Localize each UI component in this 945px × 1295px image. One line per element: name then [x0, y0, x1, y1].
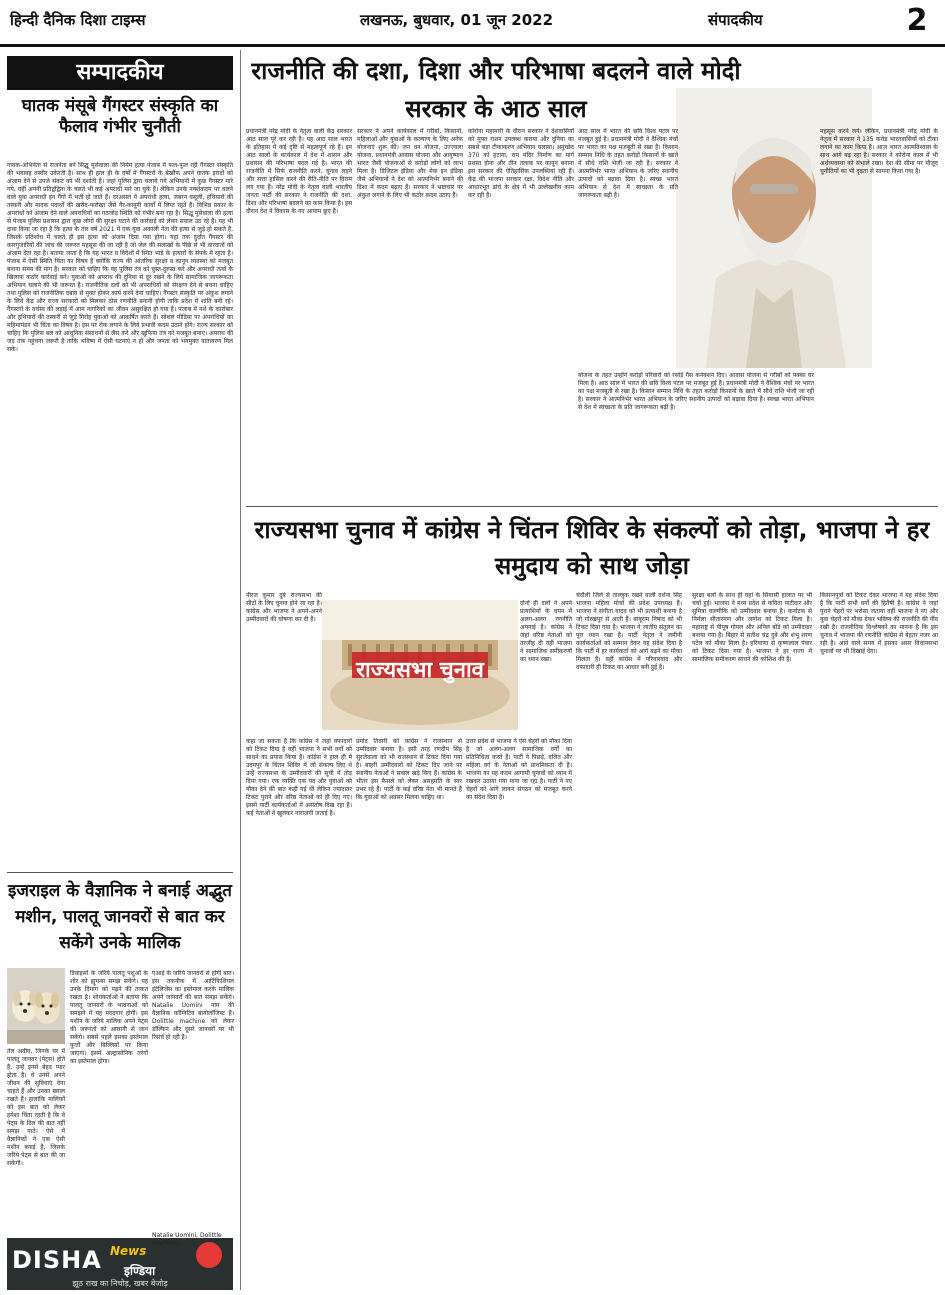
main-col-4: आठ साल में भारत की छवि विश्व पटल पर मजबूत हुई है। प्रधानमंत्री मोदी ने वैश्विक मंचों पर भारत का पक्ष मजबूती से रखा है। किसान सम्मान निधि के तहत करोड़ों किसानों के खाते में सीधे राशि भेजी जा रही है। सरकार ने आत्मनिर्भर भारत अभियान के जरिए स्थानीय उत्पादों को बढ़ावा दिया है। स्वच्छ भारत अभियान से देश में स्वच्छता के प्रति जागरूकता बढ़ी है।	[578, 128, 678, 199]
main-col-1: प्रधानमंत्री नरेंद्र मोदी के नेतृत्व वाली केंद्र सरकार आठ साल पूरे कर रही है। यह आठ साल भारत के इतिहास में कई दृष्टि से महत्वपूर्ण रहे हैं। इन आठ सालों के कार्यकाल में देश में शासन और प्रशासन की परिभाषा बदल गई है। भारत की राजनीति में सिर्फ राजनीति करने, चुनाव लड़ने और सत्ता हासिल करने की रीति-नीति पर विराम लग गया है। नरेंद्र मोदी के नेतृत्व वाली भारतीय जनता पार्टी की सरकार ने राजनीति की दशा, दिशा और परिभाषा बदलने का काम किया है। इस दौरान देश ने विकास के नए आयाम छुए हैं।	[246, 128, 352, 215]
israel-inline-terms: Natalie Uomini, Dolittle machine	[152, 1232, 222, 1247]
israel-col-3: एआई के जरिये जानवरों से होगी बात। इस तकनीक में आर्टिफिशियल इंटेलिजेंस का इस्तेमाल करके मालिक अपने जानवरों की बात समझ सकेंगे। Natalie Uomini नाम की वैज्ञानिक कॉग्निटिव बायोलॉजिस्ट हैं। Dolittle machine को लेकर डॉल्फिन और दूसरे जानवरों पर भी रिसर्च हो रही है।	[152, 970, 234, 1041]
term-1: Natalie Uomini	[152, 1232, 197, 1239]
rajyasabha-image-label: राज्यसभा चुनाव	[356, 658, 484, 683]
rs-col-b2: दोनों ही दलों ने अपने प्रत्याशियों के चयन में अलग-अलग रणनीति अपनाई है। कांग्रेस ने जहां वरिष्ठ नेताओं को तरजीह दी वहीं भाजपा ने सामाजिक समीकरणों का ध्यान रखा।	[520, 600, 572, 663]
ad-sub: इण्डिया	[124, 1264, 156, 1278]
section-name: संपादकीय	[708, 11, 763, 29]
israel-col-4-text: सबसे पहले इसका इस्तेमाल कुत्तों और बिल्लियों पर किया जाएगा। इसमें अल्ट्रासोनिक तरंगों का इस्तेमाल होगा।	[70, 1034, 148, 1065]
israel-col-2-text: डिवाइसों के जरिये पालतू पशुओं के शोर को ह्यूमन्स समझ सकेंगे। यह उनके दिमाग को पढ़ने की ताकत रखता है। शोधकर्ताओं ने बताया कि पालतू जानवरों के भावनाओं को समझने में यह मददगार होगी। इस मशीन के जरिये मालिक अपने पेट्स की जरूरतों को आसानी से जान सकेंगे।	[70, 970, 148, 1041]
editorial-label: सम्पादकीय	[7, 56, 233, 90]
divider	[7, 872, 233, 873]
main-col-4b-text: आठ साल में भारत की छवि विश्व पटल पर मजबूत हुई है। प्रधानमंत्री मोदी ने वैश्विक मंचों पर भारत का पक्ष मजबूती से रखा है। किसान सम्मान निधि के तहत करोड़ों किसानों के खाते में सीधे राशि भेजी जा रही है। सरकार ने आत्मनिर्भर भारत अभियान के जरिए स्थानीय उत्पादों को बढ़ावा दिया है। स्वच्छ भारत अभियान से देश में स्वच्छता के प्रति जागरूकता बढ़ी है।	[578, 380, 814, 411]
puppies-icon	[7, 968, 65, 1044]
rs-col-f: किसानपुत्रों को टिकट देकर भाजपा ने यह संदेश दिया है कि पार्टी सभी वर्गों की हितैषी है। कांग्रेस ने जहां पुराने चेहरों पर भरोसा जताया वहीं भाजपा ने नए और युवा चेहरों को मौका देकर भविष्य की राजनीति की नींव रखी है। राजनीतिक विश्लेषकों का मानना है कि इस चुनाव में भाजपा की रणनीति कांग्रेस से बेहतर नजर आ रही है। आने वाले समय में इसका असर विधानसभा चुनावों पर भी दिखाई देगा।	[820, 592, 938, 655]
divider	[246, 506, 938, 507]
israel-col-2	[70, 970, 148, 1232]
rs-col-b: प्रमोद तिवारी को कांग्रेस ने राजस्थान से उम्मीदवार बनाया है। इसी तरह रणदीप सिंह सुरजेवाला को भी राजस्थान से टिकट दिया गया है। बाहरी उम्मीदवारों को टिकट दिए जाने पर स्थानीय नेताओं ने सवाल खड़े किए हैं। कांग्रेस के भीतर इस फैसले को लेकर असहमति के स्वर उभर रहे हैं। पार्टी के कई वरिष्ठ नेता भी मानते हैं कि युवाओं को अवसर मिलना चाहिए था।	[356, 738, 462, 801]
date-line: लखनऊ, बुधवार, 01 जून 2022	[360, 11, 554, 29]
rs-col-d: चंदौली जिले से ताल्लुक रखने वाली दर्शना सिंह भाजपा महिला मोर्चा की प्रदेश उपाध्यक्ष हैं। भाजपा ने संगीता यादव को भी प्रत्याशी बनाया है जो गोरखपुर से आती हैं। बाबूराम निषाद को भी टिकट दिया गया है। भाजपा ने जातीय संतुलन का पूरा ध्यान रखा है। पार्टी नेतृत्व ने जमीनी कार्यकर्ताओं को सम्मान देकर यह संदेश दिया है कि पार्टी में हर कार्यकर्ता को आगे बढ़ने का मौका मिलता है। वहीं कांग्रेस में परिवारवाद और वफादारी ही टिकट का आधार बनी हुई है।	[576, 592, 682, 671]
editorial-body-more: गैंगस्टरों के वर्चस्व की लड़ाई में आम नागरिकों का जीवन असुरक्षित हो गया है। पंजाब में नशे के कारोबार और हथियारों की तस्करी से जुड़े गिरोह युवाओं को आकर्षित करते हैं। सोशल मीडिया पर अपराधियों का महिमामंडन भी चिंता का विषय है। इस पर रोक लगाने के लिये प्रभावी कदम उठाने होंगे। राज्य सरकार को चाहिए कि पुलिस बल को आधुनिक संसाधनों से लैस करे और खुफिया तंत्र को मजबूत बनाए। अपराध की जड़ तक पहुंचना जरूरी है ताकि भविष्य में ऐसी घटनाएं न हों और जनता को भयमुक्त वातावरण मिल सके।	[7, 306, 233, 353]
column-divider	[240, 50, 241, 1290]
ad-tagline: झूठ राख का निचोड़, खबर बेजोड़	[72, 1279, 168, 1288]
rs-col-c: उत्तर प्रदेश से भाजपा ने ऐसे चेहरों को मौका दिया है जो अलग-अलग सामाजिक वर्गों का प्रतिनिधित्व करते हैं। पार्टी ने पिछड़े, दलित और महिला वर्ग के नेताओं को प्राथमिकता दी है। भाजपा का यह कदम आगामी चुनावों को ध्यान में रखकर उठाया गया माना जा रहा है। पार्टी ने नए चेहरों को आगे लाकर संगठन को मजबूत करने का संदेश दिया है।	[466, 738, 572, 801]
main-col-3: कोरोना महामारी के दौरान सरकार ने देशवासियों को मुफ्त राशन उपलब्ध कराया और दुनिया का सबसे बड़ा टीकाकरण अभियान चलाया। अनुच्छेद 370 को हटाना, राम मंदिर निर्माण का मार्ग प्रशस्त होना और तीन तलाक पर कानून बनाना इस सरकार की ऐतिहासिक उपलब्धियां रही हैं। केंद्र की भाजपा सरकार रक्षा, विदेश नीति और आधारभूत ढांचे के क्षेत्र में भी उल्लेखनीय काम कर रही है।	[468, 128, 574, 199]
editorial-headline: घातक मंसूबे गैंगस्टर संस्कृति का फैलाव गंभीर चुनौती	[21, 96, 219, 137]
main-col-6: महसूस करने लगे। लेकिन, प्रधानमंत्री नरेंद्र मोदी के नेतृत्व में सरकार ने 135 करोड़ भारतवासियों को टीका लगाने का काम किया है। आज भारत आत्मविश्वास के साथ आगे बढ़ रहा है। सरकार ने कोरोना काल में भी अर्थव्यवस्था को संभाले रखा। देश की सीमा पर मौजूद चुनौतियों का भी दृढ़ता से सामना किया गया है।	[820, 128, 938, 175]
page-number: 2	[906, 3, 928, 38]
rs-byline-col: नीरज कुमार दुबे राज्यसभा की सीटों के लिए चुनाव होने जा रहा है। कांग्रेस और भाजपा ने अपने-अपने उम्मीदवारों की घोषणा कर दी है।	[246, 592, 322, 623]
editorial-body-text: गायक-अभिनेता से राजनेता बने सिद्धू मूसेवाला की निर्मम हत्या पंजाब में फल-फूल रही गैंगस्टर संस्कृति की भयावह तस्वीर उकेरती है। साथ ही हाल ही के वर्षों में गैंगस्टरों के बेखौफ अपने घातक इरादों को अंजाम देने से उपजे संकट को भी दर्शाती है। जहां पुलिस द्वारा चलाये गये अभियानों में कुछ गैंगस्टर मारे गये, वहीं अपनी प्रतिद्वंद्विता के चलते भी कई अपराधी मारे जा चुके हैं। लेकिन उनके नक्शेकदम पर चलने वाले युवा अपराधी इन गैंगों में भर्ती हो जाते हैं। दरअसल ये अपराधी हत्या, जबरन वसूली, हथियारों की तस्करी और मादक पदार्थों की खरीद-फरोख्त जैसे गैर-कानूनी कार्यों में लिप्त रहते हैं। विभिन्न प्रकार के अपराधों को अंजाम देने वाले अपराधियों का गठजोड़ स्थिति को गंभीर बना रहा है। सिद्धू मूसेवाला की हत्या से पंजाब पुलिस प्रशासन द्वारा कुछ लोगों की सुरक्षा घटाने की कार्रवाई को लेकर सवाल उठ रहे हैं। यह भी दावा किया जा रहा है कि हत्या के तार वर्ष 2021 में एक युवा अकाली नेता की हत्या से जुड़े हो सकते हैं, जिसके प्रतिशोध में चलते ही इस हत्या को अंजाम दिया गया होगा। यहां तक दुर्दांत गैंगस्टर की कारगुजारियों की जांच की जरूरत महसूस की जा रही है जो जेल की सलाखों के पीछे से भी वारदातों को अंजाम देता रहा है। बताया जाता है कि यह भारत व विदेशों में स्थित भाड़े के हत्यारों के संपर्क में रहता है। पंजाब में ऐसी स्थिति चिंता का विषय है क्योंकि राज्य की आंतरिक सुरक्षा व कानून व्यवस्था को मजबूत बनाना समय की मांग है। सरकार को चाहिए कि वह पुलिस तंत्र को चुस्त-दुरुस्त करे और अपराधी तत्वों के खिलाफ कठोर कार्रवाई करे। युवाओं को अपराध की दुनिया से दूर रखने के लिये सामाजिक जागरूकता अभियान चलाने की भी जरूरत है। राजनीतिक दलों को भी अपराधियों को संरक्षण देने से बचना चाहिए तथा पुलिस को राजनीतिक दबाव से मुक्त होकर कार्य करने देना चाहिए। गैंगस्टर संस्कृति पर अंकुश लगाने के लिये केंद्र और राज्य सरकारों को मिलकर ठोस रणनीति बनानी होगी ताकि प्रदेश में शांति बनी रहे।	[7, 162, 233, 305]
israel-col-1: तेल अवीव, जिनके घर में पालतू जानवर (पेट्स) होते हैं, उन्हें इनसे बेहद प्यार होता है। वे उनसे अपने जीवन की सुविधाएं देना चाहते हैं और उनका ख्याल रखते हैं। हालांकि मालिकों को इस बात को लेकर हमेशा चिंता रहती है कि वे पेट्स के दिल की बात नहीं समझ पाते। ऐसे में वैज्ञानिकों ने एक ऐसी मशीन बनाई है, जिसके जरिये पेट्स से बात की जा सकेगी।	[7, 1048, 65, 1167]
newspaper-name: हिन्दी दैनिक दिशा टाइम्स	[10, 11, 146, 29]
rs-col-a: कहा जा सकता है कि कांग्रेस ने जहां वफादारों को टिकट दिया है वहीं भाजपा ने सभी वर्गों को साधने का प्रयास किया है। कांग्रेस ने हाल ही में उदयपुर के चिंतन शिविर में जो संकल्प लिए थे उन्हें राज्यसभा के उम्मीदवारों की सूची में तोड़ दिया गया। एक व्यक्ति एक पद और युवाओं को मौका देने की बात कही गई थी लेकिन ज्यादातर टिकट पुराने और वरिष्ठ नेताओं को ही दिए गए। इससे पार्टी कार्यकर्ताओं में असंतोष दिख रहा है। कई नेताओं ने खुलकर नाराजगी जताई है।	[246, 738, 352, 817]
main-col-5-text: योजना के तहत उन्होंने करोड़ों परिवारों को रसोई गैस कनेक्शन दिए। आवास योजना से गरीबों को पक्का घर मिला है।	[578, 372, 814, 387]
main-headline: राजनीति की दशा, दिशा और परिभाषा बदलने वाले मोदी सरकार के आठ साल	[251, 57, 741, 123]
ad-brand: DISHA	[12, 1246, 102, 1274]
israel-headline: इजराइल के वैज्ञानिक ने बनाई अद्भुत मशीन, पालतू जानवरों से बात कर सकेंगे उनके मालिक	[8, 881, 232, 953]
main-col-4b	[578, 372, 814, 504]
rs-col-e: सुरक्षा बलों के साथ ही वहां के सियासी हालात पर भी चर्चा हुई। भाजपा ने मध्य प्रदेश से कविता पाटीदार और सुमित्रा वाल्मीकि को उम्मीदवार बनाया है। कर्नाटक से निर्मला सीतारमण और जग्गेश को टिकट मिला है। महाराष्ट्र से पीयूष गोयल और अनिल बोंडे को उम्मीदवार बनाया गया है। बिहार से सतीश चंद्र दुबे और शंभू शरण पटेल को मौका मिला है। हरियाणा से कृष्णलाल पंवार को टिकट दिया गया है। भाजपा ने हर राज्य में सामाजिक समीकरण साधने की कोशिश की है।	[692, 592, 812, 663]
puppies-image	[7, 968, 65, 1044]
ad-news: News	[110, 1244, 147, 1258]
term-2: Dolittle machine	[152, 1232, 222, 1247]
editorial-body	[7, 162, 233, 870]
rajyasabha-headline: राज्यसभा चुनाव में कांग्रेस ने चिंतन शिविर के संकल्पों को तोड़ा, भाजपा ने हर समुदाय को साथ जोड़ा	[254, 516, 930, 580]
main-col-2: सरकार ने अपने कार्यकाल में गरीबों, किसानों, महिलाओं और युवाओं के कल्याण के लिए अनेक योजनाएं शुरू कीं। जन धन योजना, उज्ज्वला योजना, प्रधानमंत्री आवास योजना और आयुष्मान भारत जैसी योजनाओं से करोड़ों लोगों को लाभ मिला है। डिजिटल इंडिया और मेक इन इंडिया जैसे अभियानों ने देश को आत्मनिर्भर बनाने की दिशा में कदम बढ़ाए हैं। सरकार ने भ्रष्टाचार पर अंकुश लगाने के लिए भी कठोर कदम उठाए हैं।	[357, 128, 463, 199]
